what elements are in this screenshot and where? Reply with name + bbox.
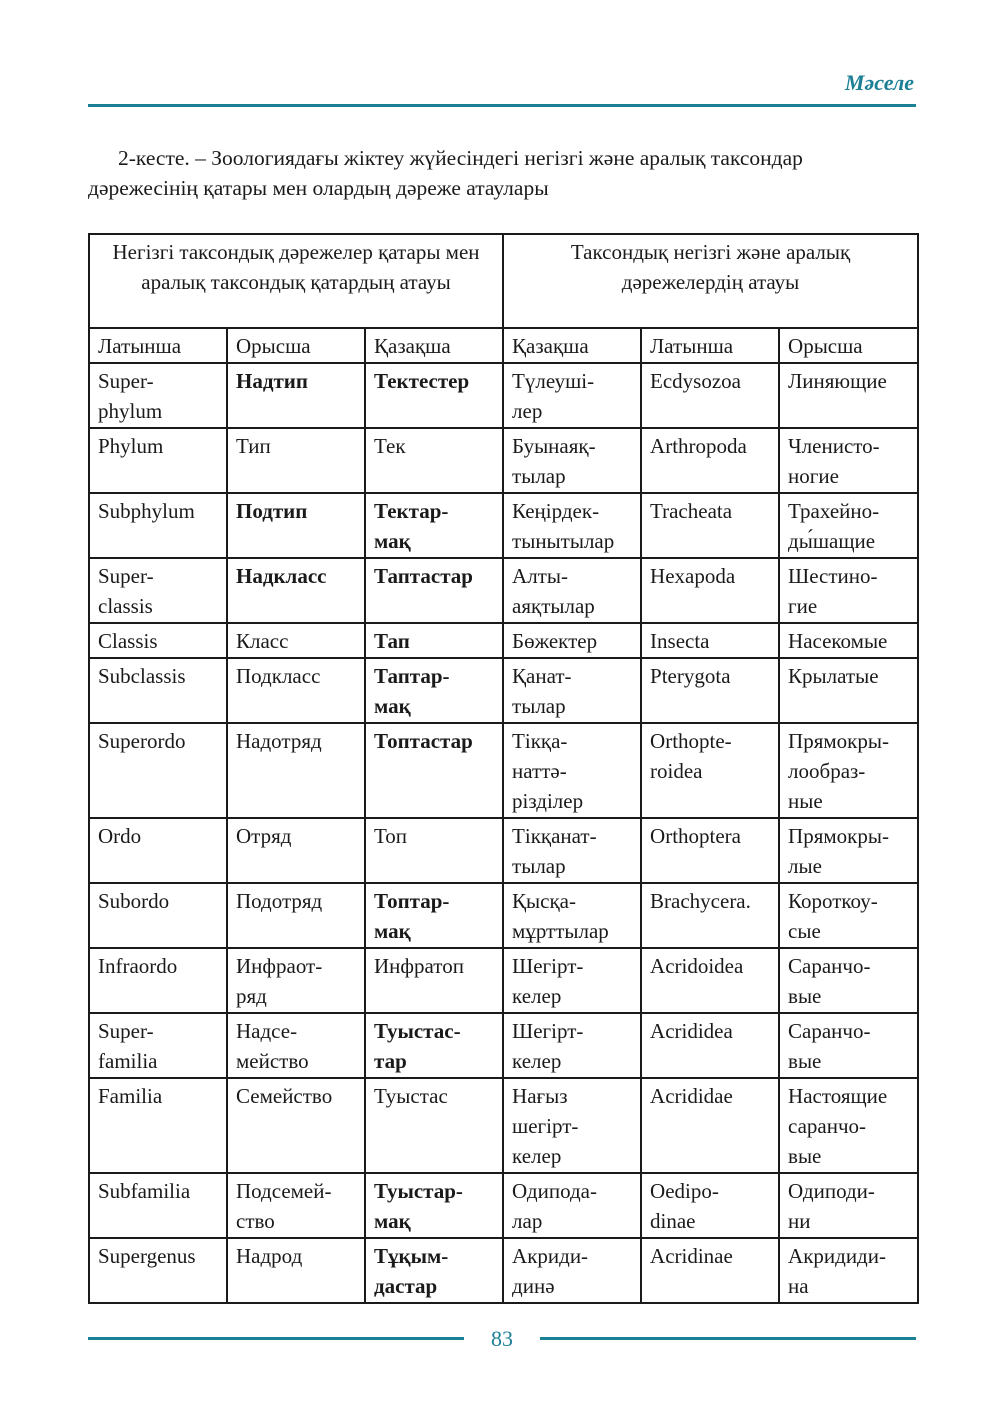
taxonomy-table <box>88 233 919 1304</box>
table-cell: Тектар- мақ <box>365 493 503 558</box>
table-cell: Саранчо- вые <box>779 948 918 1013</box>
table-cell: Arthropoda <box>641 428 779 493</box>
table-cell: Тікқанат- тылар <box>503 818 641 883</box>
table-cell: Тек <box>365 428 503 493</box>
table-cell: Тұқым- дастар <box>365 1238 503 1303</box>
table-row <box>89 883 918 948</box>
table-cell: Шегірт- келер <box>503 948 641 1013</box>
table-cell: Phylum <box>89 428 227 493</box>
table-cell: Insecta <box>641 623 779 658</box>
group-header-names: Таксондық негізгі және аралық дәрежелердің атауы <box>503 234 918 328</box>
table-cell: Надсе- мейство <box>227 1013 365 1078</box>
table-cell: Акридиди- на <box>779 1238 918 1303</box>
table-cell: Supergenus <box>89 1238 227 1303</box>
column-header: Орысша <box>779 328 918 363</box>
table-cell: Членисто- ногие <box>779 428 918 493</box>
table-cell: Одипода- лар <box>503 1173 641 1238</box>
table-cell: Семейство <box>227 1078 365 1173</box>
table-cell: Pterygota <box>641 658 779 723</box>
table-cell: Туыстас- тар <box>365 1013 503 1078</box>
column-header: Латынша <box>641 328 779 363</box>
table-cell: Қанат- тылар <box>503 658 641 723</box>
table-cell: Таптар- мақ <box>365 658 503 723</box>
table-cell: Subphylum <box>89 493 227 558</box>
column-header: Латынша <box>89 328 227 363</box>
table-cell: Acridoidea <box>641 948 779 1013</box>
column-header: Орысша <box>227 328 365 363</box>
table-cell: Линяющие <box>779 363 918 428</box>
table-cell: Подотряд <box>227 883 365 948</box>
table-cell: Надрод <box>227 1238 365 1303</box>
table-cell: Нағыз шегірт- келер <box>503 1078 641 1173</box>
table-cell: Алты- аяқтылар <box>503 558 641 623</box>
table-cell: Надкласс <box>227 558 365 623</box>
table-row <box>89 1013 918 1078</box>
table-cell: Бөжектер <box>503 623 641 658</box>
column-header: Қазақша <box>503 328 641 363</box>
footer-rule-right <box>540 1337 916 1340</box>
running-title: Мәселе <box>844 70 914 95</box>
table-cell: Tracheata <box>641 493 779 558</box>
table-row <box>89 363 918 428</box>
table-cell: Orthopte- roidea <box>641 723 779 818</box>
table-cell: Таптастар <box>365 558 503 623</box>
table-cell: Infraordo <box>89 948 227 1013</box>
table-cell: Тип <box>227 428 365 493</box>
table-cell: Топтастар <box>365 723 503 818</box>
table-row <box>89 558 918 623</box>
table-cell: Тікқа- наттә- різділер <box>503 723 641 818</box>
table-cell: Туыстар- мақ <box>365 1173 503 1238</box>
table-cell: Одиподи- ни <box>779 1173 918 1238</box>
table-cell: Подтип <box>227 493 365 558</box>
table-cell: Саранчо- вые <box>779 1013 918 1078</box>
table-cell: Superordo <box>89 723 227 818</box>
table-row <box>89 818 918 883</box>
table-caption: 2-кесте. – Зоологиядағы жіктеу жүйесіндегі негізгі және аралық таксондар дәрежесінің қатары мен олардың дәреже атаулары <box>88 146 803 200</box>
table-row <box>89 1078 918 1173</box>
table-cell: Буынаяқ- тылар <box>503 428 641 493</box>
table-row <box>89 948 918 1013</box>
column-header-row <box>89 328 918 363</box>
table-cell: Ecdysozoa <box>641 363 779 428</box>
table-cell: Acridinae <box>641 1238 779 1303</box>
table-cell: Super- phylum <box>89 363 227 428</box>
table-cell: Топ <box>365 818 503 883</box>
table-cell: Orthoptera <box>641 818 779 883</box>
table-cell: Brachycera. <box>641 883 779 948</box>
table-cell: Subclassis <box>89 658 227 723</box>
table-row <box>89 428 918 493</box>
table-cell: Класс <box>227 623 365 658</box>
table-cell: Түлеуші- лер <box>503 363 641 428</box>
table-cell: Ordo <box>89 818 227 883</box>
table-cell: Акриди- динә <box>503 1238 641 1303</box>
table-cell: Acrididae <box>641 1078 779 1173</box>
table-cell: Тектестер <box>365 363 503 428</box>
table-cell: Надтип <box>227 363 365 428</box>
footer-rule-left <box>88 1337 464 1340</box>
table-cell: Короткоу- сые <box>779 883 918 948</box>
table-cell: Subfamilia <box>89 1173 227 1238</box>
table-cell: Надотряд <box>227 723 365 818</box>
table-cell: Топтар- мақ <box>365 883 503 948</box>
table-cell: Крылатые <box>779 658 918 723</box>
table-row <box>89 658 918 723</box>
table-cell: Қысқа- мұрттылар <box>503 883 641 948</box>
table-row <box>89 1173 918 1238</box>
page-number: 83 <box>491 1326 513 1351</box>
table-cell: Classis <box>89 623 227 658</box>
table-cell: Настоящие саранчо- вые <box>779 1078 918 1173</box>
table-cell: Прямокры- лообраз- ные <box>779 723 918 818</box>
column-header: Қазақша <box>365 328 503 363</box>
group-header-ranks: Негізгі таксондық дәрежелер қатары мен аралық таксондық қатардың атауы <box>89 234 503 328</box>
table-cell: Насекомые <box>779 623 918 658</box>
group-header-row <box>89 234 918 328</box>
header-rule <box>88 104 916 107</box>
table-cell: Подкласс <box>227 658 365 723</box>
table-cell: Туыстас <box>365 1078 503 1173</box>
table-cell: Super- familia <box>89 1013 227 1078</box>
table-cell: Прямокры- лые <box>779 818 918 883</box>
table-cell: Инфратоп <box>365 948 503 1013</box>
table-cell: Subordo <box>89 883 227 948</box>
table-cell: Hexapoda <box>641 558 779 623</box>
table-cell: Отряд <box>227 818 365 883</box>
table-cell: Шегірт- келер <box>503 1013 641 1078</box>
table-cell: Тап <box>365 623 503 658</box>
table-row <box>89 723 918 818</box>
table-cell: Oedipo- dinae <box>641 1173 779 1238</box>
table-cell: Кеңірдек- тынытылар <box>503 493 641 558</box>
table-cell: Подсемей- ство <box>227 1173 365 1238</box>
table-cell: Super- classis <box>89 558 227 623</box>
table-cell: Инфраот- ряд <box>227 948 365 1013</box>
table-cell: Трахейно- ды́шащие <box>779 493 918 558</box>
table-cell: Familia <box>89 1078 227 1173</box>
table-cell: Acrididea <box>641 1013 779 1078</box>
table-row <box>89 493 918 558</box>
table-row <box>89 1238 918 1303</box>
table-cell: Шестино- гие <box>779 558 918 623</box>
table-row <box>89 623 918 658</box>
